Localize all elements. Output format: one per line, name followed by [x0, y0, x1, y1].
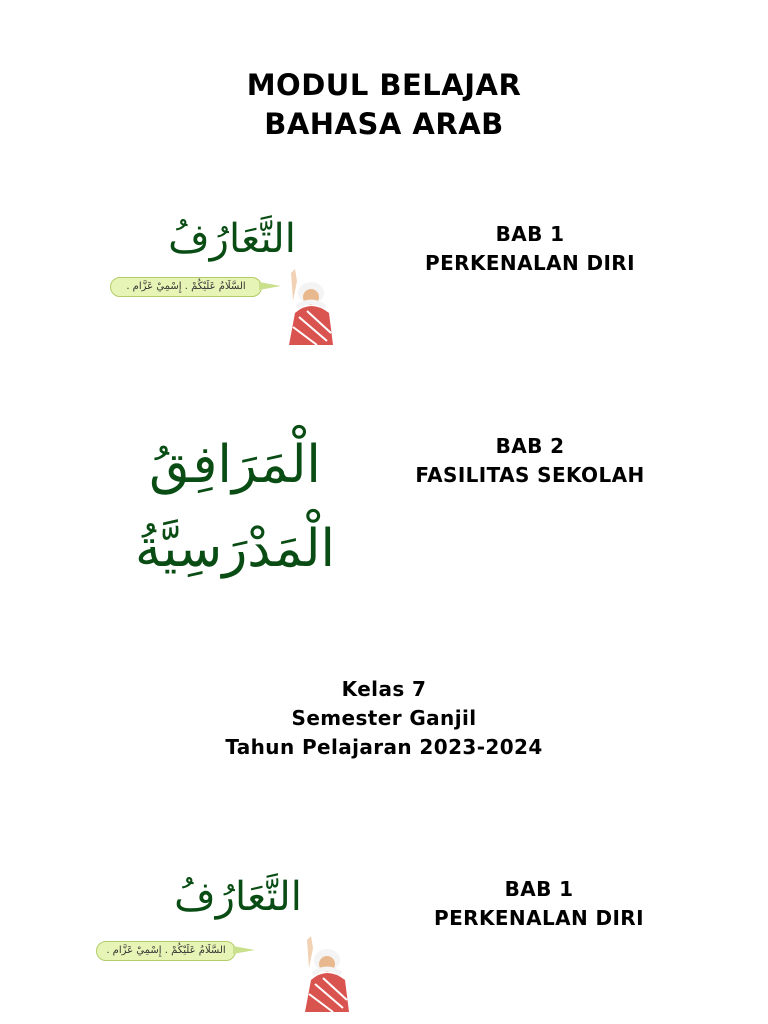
section1-bab-subject: PERKENALAN DIRI: [425, 251, 635, 275]
section2-bab-subject: FASILITAS SEKOLAH: [415, 463, 645, 487]
boy-waving-icon: [293, 934, 353, 1014]
section3-bab-subject: PERKENALAN DIRI: [434, 906, 644, 930]
section3-bab-label: [400, 875, 678, 933]
title-line-2: BAHASA ARAB: [264, 107, 504, 141]
kelas-text: Kelas 7: [341, 677, 427, 701]
semester-text: Semester Ganjil: [291, 706, 477, 730]
title-line-1: MODUL BELAJAR: [246, 68, 522, 102]
section2-bab-number: BAB 2: [495, 434, 565, 458]
section2-arabic-line-2: الْمَدْرَسِيَّةُ: [135, 519, 335, 579]
section3-illustration: [88, 868, 373, 1018]
tahun-text: Tahun Pelajaran 2023-2024: [225, 735, 543, 759]
section2-arabic-line-1: الْمَرَافِقُ: [149, 435, 321, 495]
page-title: [0, 66, 768, 144]
section1-bab-label: [390, 220, 670, 278]
boy-waving-icon: [277, 267, 337, 347]
section2-bab-label: [380, 432, 680, 490]
class-info: [0, 675, 768, 762]
section3-arabic-title: التَّعَارُفُ: [174, 874, 302, 920]
section1-speech-bubble: السَّلَامُ عَلَيْكُمْ . إِسْمِيْ عَزَّام .: [110, 277, 262, 297]
section1-arabic-title: التَّعَارُفُ: [168, 216, 296, 262]
section3-bab-number: BAB 1: [504, 877, 574, 901]
section3-bubble-tail: [233, 946, 255, 954]
section1-bab-number: BAB 1: [495, 222, 565, 246]
section1-illustration: [72, 212, 357, 347]
section3-speech-bubble: السَّلَامُ عَلَيْكُمْ . إِسْمِيْ عَزَّام .: [96, 941, 236, 961]
